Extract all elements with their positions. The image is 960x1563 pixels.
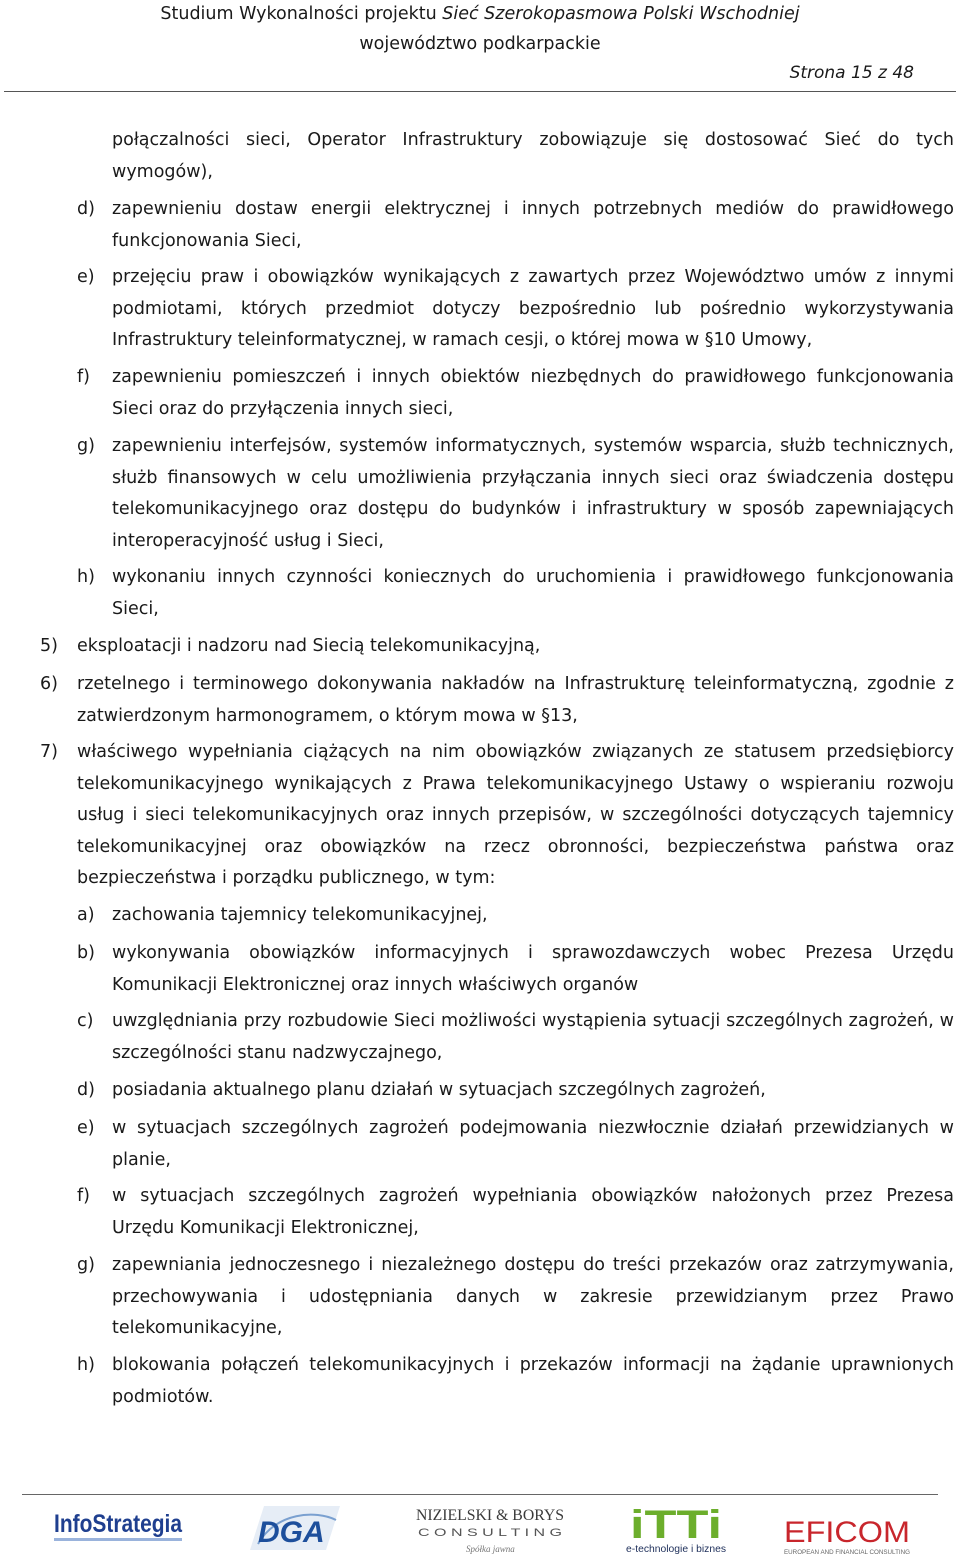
list-item-marker: g) [77, 436, 95, 456]
list-item-marker: b) [77, 943, 95, 963]
list-item-text: wykonaniu innych czynności koniecznych do uruchomienia i prawidłowego funkcjonowania Sieci, [112, 567, 954, 619]
list-item-text: połączalności sieci, Operator Infrastruktury zobowiązuje się dostosować Sieć do tych wymogów), [112, 130, 954, 182]
list-item-text: zapewnieniu pomieszczeń i innych obiektów niezbędnych do prawidłowego funkcjonowania Sieci oraz do przyłączenia innych sieci, [112, 367, 954, 419]
dga-logo-text: DGA [258, 1516, 325, 1549]
list-item-text: przejęciu praw i obowiązków wynikających z zawartych przez Województwo umów z innymi podmiotami, których przedmiot dotyczy bezpośrednio lub pośrednio wykorzystywania Infrastruktury teleinformatycznej, w ramach cesji, o której mowa w §10 Umowy, [112, 267, 954, 350]
header-rule [4, 91, 956, 92]
itti-logo-sub: e-technologie i biznes [626, 1544, 726, 1555]
list-item-text: rzetelnego i terminowego dokonywania nakładów na Infrastrukturę teleinformatyczną, zgodnie z zatwierdzonym harmonogramem, o którym mowa w §13, [77, 674, 954, 726]
itti-logo-text: iTTi [630, 1503, 722, 1547]
footer-rule [22, 1494, 938, 1495]
header-project-title [0, 4, 960, 24]
nizielski-borys-logo-mark [412, 1500, 568, 1558]
header-region: województwo podkarpackie [359, 34, 601, 54]
list-item-text: blokowania połączeń telekomunikacyjnych i przekazów informacji na żądanie uprawnionych podmiotów. [112, 1355, 954, 1407]
list-item-text: zapewnieniu dostaw energii elektrycznej i innych potrzebnych mediów do prawidłowego funkcjonowania Sieci, [112, 199, 954, 251]
eficom-logo-text: EFICOM [784, 1516, 910, 1549]
list-item-marker: f) [77, 367, 90, 387]
list-item-marker: h) [77, 567, 95, 587]
eficom-logo-mark [782, 1500, 912, 1558]
list-item-marker: c) [77, 1011, 94, 1031]
dga-logo [246, 1500, 342, 1558]
nb-logo-line2: C O N S U L T I N G [418, 1527, 562, 1539]
header-project-prefix: Studium Wykonalności projektu [160, 4, 443, 24]
infostrategia-logo-text: InfoStrategia [54, 1510, 183, 1538]
infostrategia-logo [52, 1500, 186, 1558]
list-item-marker: d) [77, 199, 95, 219]
page-header [0, 0, 960, 92]
list-item-marker: a) [77, 905, 95, 925]
itti-logo-mark [624, 1500, 728, 1558]
list-item-text: eksploatacji i nadzoru nad Siecią telekomunikacyjną, [77, 636, 541, 656]
list-item-text: wykonywania obowiązków informacyjnych i sprawozdawczych wobec Prezesa Urzędu Komunikacji Elektronicznej oraz innych właściwych organów [112, 943, 954, 995]
nb-logo-line1: NIZIELSKI & BORYS [416, 1507, 564, 1524]
list-item-text: w sytuacjach szczególnych zagrożeń wypełniania obowiązków nałożonych przez Prezesa Urzędu Komunikacji Elektronicznej, [112, 1186, 954, 1238]
eficom-logo-sub: EUROPEAN AND FINANCIAL CONSULTING [784, 1550, 911, 1556]
list-item-marker: 7) [40, 742, 58, 762]
list-item-text: właściwego wypełniania ciążących na nim obowiązków związanych ze statusem przedsiębiorcy telekomunikacyjnego wynikających z Prawa telekomunikacyjnego Ustawy o wspieraniu rozwoju usług i sieci telekomunikacyjnych oraz innych przepisów, w szczególności dotyczących tajemnicy telekomunikacyjnej oraz obowiązków na rzecz obronności, bezpieczeństwa państwa oraz bezpieczeństwa i porządku publicznego, w tym: [77, 742, 954, 888]
list-item-text: zachowania tajemnicy telekomunikacyjnej, [112, 905, 488, 925]
list-item-text: w sytuacjach szczególnych zagrożeń podejmowania niezwłocznie działań przewidzianych w planie, [112, 1118, 954, 1170]
list-item-marker: g) [77, 1255, 95, 1275]
footer-logos [0, 1500, 960, 1560]
list-item-marker: 5) [40, 636, 58, 656]
dga-logo-mark [246, 1500, 342, 1558]
list-item-text: zapewnieniu interfejsów, systemów informatycznych, systemów wsparcia, służb technicznych, służb finansowych w celu umożliwienia przyłączania innych sieci oraz świadczenia dostępu telekomunikacyjnego oraz dostępu do budynków i infrastruktury w sposób zapewniających interoperacyjność usług i Sieci, [112, 436, 954, 551]
nb-logo-line3: Spółka jawna [466, 1544, 515, 1554]
list-item-marker: f) [77, 1186, 90, 1206]
list-item-marker: e) [77, 267, 95, 287]
list-item-marker: h) [77, 1355, 95, 1375]
header-project-name: Sieć Szerokopasmowa Polski Wschodniej [442, 4, 800, 24]
list-item-marker: 6) [40, 674, 58, 694]
itti-logo [624, 1500, 728, 1558]
list-item-marker: e) [77, 1118, 95, 1138]
infostrategia-logo-mark [52, 1500, 186, 1558]
list-item-text: zapewniania jednoczesnego i niezależnego dostępu do treści przekazów oraz zatrzymywania, przechowywania i udostępniania danych w zakresie przewidzianym przez Prawo telekomunikacyjne, [112, 1255, 954, 1338]
nizielski-borys-logo [412, 1500, 568, 1558]
list-item-marker: d) [77, 1080, 95, 1100]
list-item-text: uwzględniania przy rozbudowie Sieci możliwości wystąpienia sytuacji szczególnych zagrożeń, w szczególności stanu nadzwyczajnego, [112, 1011, 954, 1063]
page-number: Strona 15 z 48 [789, 63, 914, 83]
eficom-logo [782, 1500, 912, 1558]
list-item-text: posiadania aktualnego planu działań w sytuacjach szczególnych zagrożeń, [112, 1080, 766, 1100]
